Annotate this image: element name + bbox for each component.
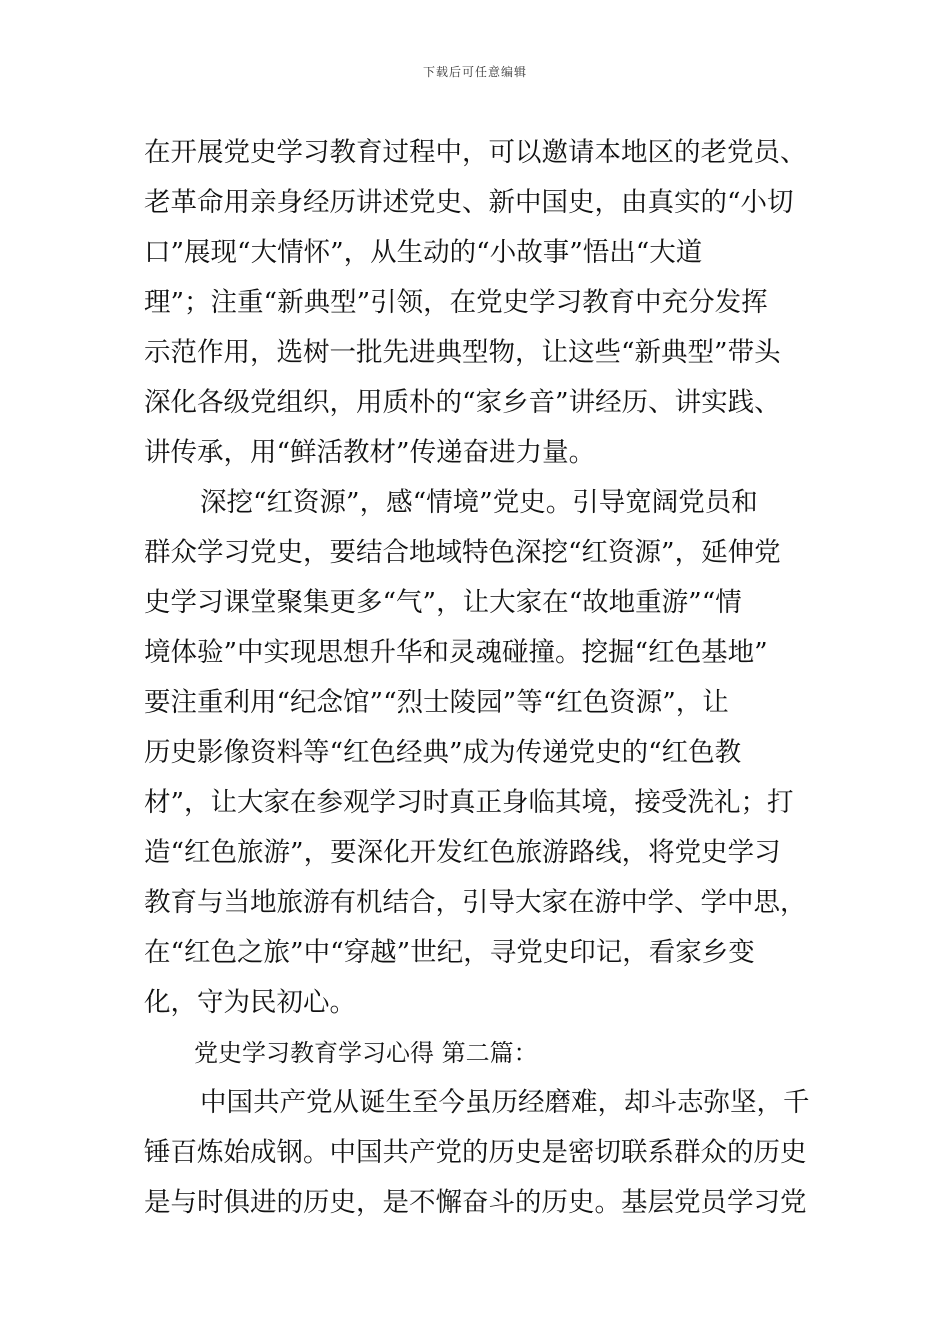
text-line: 理”；注重“新典型”引领，在党史学习教育中充分发挥 <box>144 287 768 318</box>
page-header: 下载后可任意编辑 <box>422 65 527 79</box>
paragraph-first-line: 深挖“红资源”，感“情境”党史。引导宽阔党员和 <box>200 487 758 518</box>
text-line: 深化各级党组织，用质朴的“家乡音”讲经历、讲实践、 <box>144 387 781 418</box>
paragraph-first-line: 中国共产党从诞生至今虽历经磨难，却斗志弥坚，千 <box>200 1087 810 1118</box>
text-line: 示范作用，选树一批先进典型物，让这些“新典型”带头 <box>144 337 781 368</box>
text-line: 是与时俱进的历史，是不懈奋斗的历史。基层党员学习党 <box>144 1187 807 1218</box>
text-line: 要注重利用“纪念馆”“烈士陵园”等“红色资源”，让 <box>144 687 729 718</box>
text-line: 教育与当地旅游有机结合，引导大家在游中学、学中思， <box>144 887 807 918</box>
text-line: 口”展现“大情怀”，从生动的“小故事”悟出“大道 <box>144 237 703 268</box>
text-line: 材”，让大家在参观学习时真正身临其境，接受洗礼；打 <box>144 787 794 818</box>
text-line: 在“红色之旅”中“穿越”世纪，寻党史印记，看家乡变 <box>144 937 755 968</box>
text-line: 锤百炼始成钢。中国共产党的历史是密切联系群众的历史 <box>144 1137 807 1168</box>
text-line: 老革命用亲身经历讲述党史、新中国史，由真实的“小切 <box>144 187 794 218</box>
text-line: 造“红色旅游”，要深化开发红色旅游路线，将党史学习 <box>144 837 781 868</box>
text-line: 史学习课堂聚集更多“气”，让大家在“故地重游”“情 <box>144 587 742 618</box>
text-line: 讲传承，用“鲜活教材”传递奋进力量。 <box>144 437 596 468</box>
text-line: 在开展党史学习教育过程中，可以邀请本地区的老党员、 <box>144 137 807 168</box>
text-line: 历史影像资料等“红色经典”成为传递党史的“红色教 <box>144 737 742 768</box>
text-line: 境体验”中实现思想升华和灵魂碰撞。挖掘“红色基地” <box>144 637 768 668</box>
document-body <box>144 128 812 1228</box>
text-line: 群众学习党史，要结合地域特色深挖“红资源”，延伸党 <box>144 537 781 568</box>
text-line: 化，守为民初心。 <box>144 987 356 1018</box>
section-heading: 党史学习教育学习心得 第二篇： <box>194 1039 538 1067</box>
